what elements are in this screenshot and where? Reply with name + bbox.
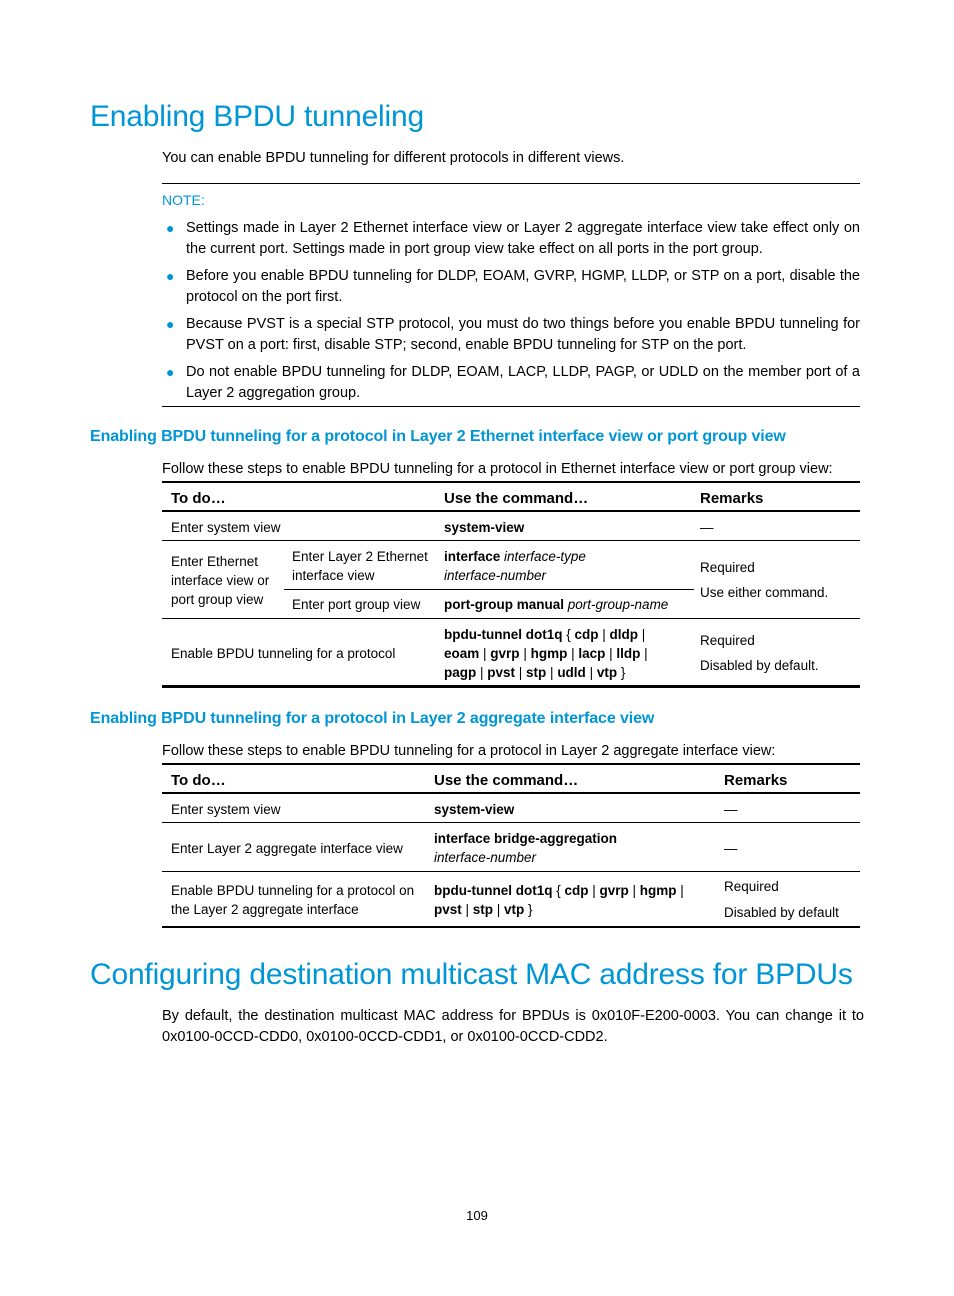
note-item xyxy=(162,218,860,260)
table-cell-command xyxy=(434,829,617,867)
table-cell-todo xyxy=(171,881,426,919)
command-line: bpdu-tunnel dot1q { cdp | gvrp | hgmp | xyxy=(434,883,684,898)
table-cell-todo: Enter system view xyxy=(171,802,281,817)
table-cell-remarks: Disabled by default. xyxy=(700,658,819,673)
table-header-remarks: Remarks xyxy=(724,772,788,789)
note-list xyxy=(162,218,860,410)
table-cell-command xyxy=(434,881,684,919)
table-rule xyxy=(162,685,860,688)
table-row-divider xyxy=(162,871,860,872)
table-cell-command xyxy=(444,547,684,585)
table-cell-subtodo: Enter Layer 2 Ethernet interface view xyxy=(292,549,428,583)
note-text: Settings made in Layer 2 Ethernet interface view or Layer 2 aggregate interface view take effect only on the current port. Settings made in port group view take effect on all ports in the port group. xyxy=(186,220,860,257)
note-label: NOTE: xyxy=(162,192,205,208)
table-header-command: Use the command… xyxy=(434,772,579,789)
table-cell-subtodo: Enter port group view xyxy=(292,597,421,612)
table-cell-todo: Enter Ethernet interface view or port group view xyxy=(171,554,270,607)
command-argument: port-group-name xyxy=(567,597,669,612)
table-cell-todo: Enable BPDU tunneling for a protocol xyxy=(171,646,396,661)
command-line: pagp | pvst | stp | udld | vtp } xyxy=(444,665,626,680)
subsection-intro-ethernet: Follow these steps to enable BPDU tunneling for a protocol in Ethernet interface view or port group view: xyxy=(162,461,833,477)
table-header-remarks: Remarks xyxy=(700,490,764,507)
table-cell-command: system-view xyxy=(444,520,525,535)
subsection-title-aggregate: Enabling BPDU tunneling for a protocol in Layer 2 aggregate interface view xyxy=(90,710,655,727)
command-keyword: interface xyxy=(444,549,501,564)
table-header-command: Use the command… xyxy=(444,490,589,507)
todo-line: Enable BPDU tunneling for a protocol on xyxy=(171,883,415,898)
note-text: Before you enable BPDU tunneling for DLDP, EOAM, GVRP, HGMP, LLDP, or STP on a port, disable the protocol on the port first. xyxy=(186,268,860,305)
table-row-divider xyxy=(284,589,694,590)
note-text: Because PVST is a special STP protocol, you must do two things before you enable BPDU tunneling for PVST on a port: first, disable STP; second, enable BPDU tunneling for STP on the port. xyxy=(186,316,860,353)
note-text: Do not enable BPDU tunneling for DLDP, EOAM, LACP, LLDP, PAGP, or UDLD on the member port of a Layer 2 aggregation group. xyxy=(186,364,860,401)
table-cell-remarks: — xyxy=(724,802,738,817)
table-rule xyxy=(162,510,860,512)
table-row-divider xyxy=(162,822,860,823)
table-cell-command: system-view xyxy=(434,802,515,817)
command-line: pvst | stp | vtp } xyxy=(434,902,533,917)
table-rule xyxy=(162,481,860,483)
note-bottom-rule xyxy=(162,406,860,407)
table-row-divider xyxy=(162,618,860,619)
subsection-title-ethernet: Enabling BPDU tunneling for a protocol in Layer 2 Ethernet interface view or port group view xyxy=(90,428,786,445)
section-title-mac-address: Configuring destination multicast MAC address for BPDUs xyxy=(90,958,853,991)
command-line: bpdu-tunnel dot1q { cdp | dldp | xyxy=(444,627,646,642)
bullet-icon: ● xyxy=(166,364,175,380)
command-argument: interface-number xyxy=(444,568,547,583)
table-cell-remarks: — xyxy=(724,841,738,856)
table-cell-remarks: — xyxy=(700,520,714,535)
note-item xyxy=(162,314,860,356)
table-cell-remarks: Required xyxy=(724,879,779,894)
table-cell-todo: Enter Layer 2 aggregate interface view xyxy=(171,841,403,856)
section-intro: You can enable BPDU tunneling for different protocols in different views. xyxy=(162,150,625,166)
command-line: eoam | gvrp | hgmp | lacp | lldp | xyxy=(444,646,648,661)
table-rule xyxy=(162,763,860,765)
table-rule xyxy=(162,926,860,928)
todo-line: the Layer 2 aggregate interface xyxy=(171,902,359,917)
section-body: By default, the destination multicast MAC address for BPDUs is 0x010F-E200-0003. You can change it to 0x0100-0CCD-CDD0, 0x0100-0CCD-CDD1, or 0x0100-0CCD-CDD2. xyxy=(162,1008,864,1045)
note-item xyxy=(162,266,860,308)
page-number: 109 xyxy=(466,1208,488,1223)
bullet-icon: ● xyxy=(166,316,175,332)
command-keyword: port-group manual xyxy=(444,597,564,612)
table-cell-remarks: Required xyxy=(700,633,755,648)
table-cell-todo: Enter system view xyxy=(171,520,281,535)
note-item xyxy=(162,362,860,404)
bullet-icon: ● xyxy=(166,220,175,236)
subsection-intro-aggregate: Follow these steps to enable BPDU tunneling for a protocol in Layer 2 aggregate interface view: xyxy=(162,743,776,759)
table-cell-command xyxy=(444,595,668,614)
table-header-todo: To do… xyxy=(171,772,226,789)
command-argument: interface-type xyxy=(504,549,586,564)
table-cell-remarks: Required xyxy=(700,560,755,575)
table-row-divider xyxy=(162,540,860,541)
note-top-rule xyxy=(162,183,860,184)
command-keyword: interface bridge-aggregation xyxy=(434,831,618,846)
section-title-bpdu-tunneling: Enabling BPDU tunneling xyxy=(90,100,424,133)
table-header-todo: To do… xyxy=(171,490,226,507)
command-argument: interface-number xyxy=(434,850,537,865)
table-cell-command xyxy=(444,625,648,682)
table-cell-remarks: Use either command. xyxy=(700,585,829,600)
table-rule xyxy=(162,792,860,794)
table-cell-remarks: Disabled by default xyxy=(724,905,839,920)
bullet-icon: ● xyxy=(166,268,175,284)
